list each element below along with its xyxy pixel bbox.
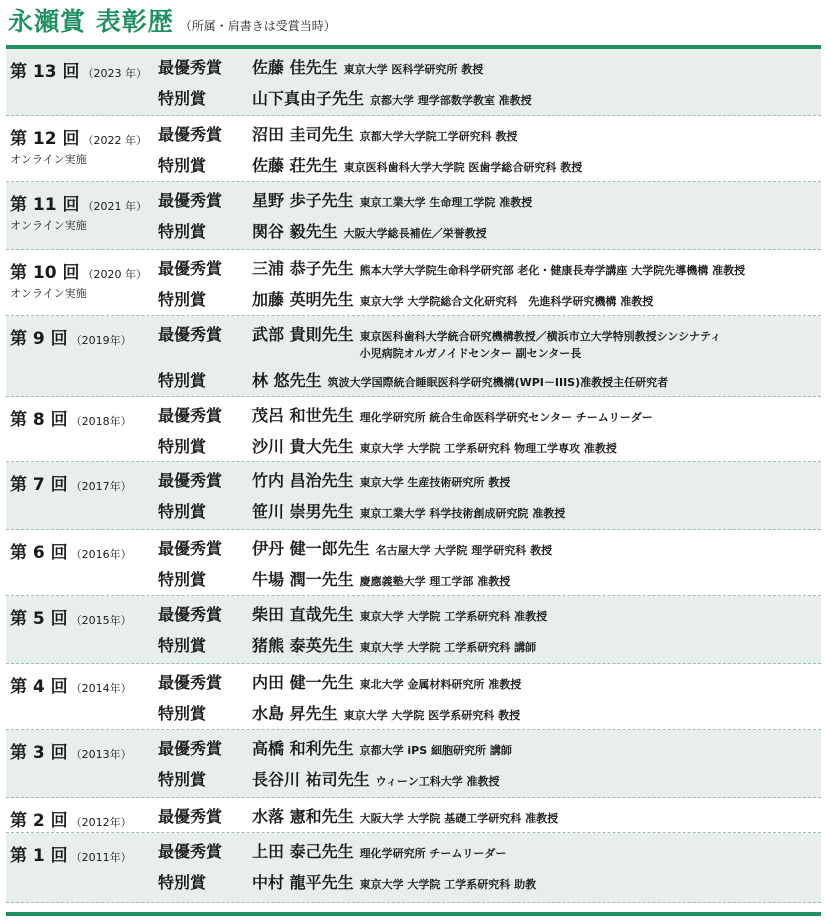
awardee-name: 佐藤 荘先生	[252, 156, 338, 175]
round-cell	[10, 57, 147, 82]
award-type: 最優秀賞	[158, 259, 223, 278]
award-type: 最優秀賞	[158, 539, 223, 558]
awardee-affiliation: 大阪大学総長補佐／栄誉教授	[343, 227, 487, 240]
award-list	[158, 49, 821, 111]
round-year: （2022 年）	[82, 134, 147, 147]
award-entry	[158, 281, 821, 312]
affiliation-note: （所属・肩書きは受賞当時）	[179, 19, 336, 33]
awardee-affiliation: 東京大学 医科学研究所 教授	[343, 63, 484, 76]
awardee-affiliation: 熊本大学大学院生命科学研究部 老化・健康長寿学講座 大学院先導機構 准教授	[359, 264, 746, 277]
round-year: （2014年）	[70, 682, 132, 695]
round-label: 第 12 回 （2022 年）	[10, 129, 147, 149]
awardee-affiliation: 東京大学 大学院 工学系研究科 講師	[359, 641, 537, 654]
awardee-name: 内田 健一先生	[252, 673, 354, 692]
awardee-affiliation: 筑波大学国際統合睡眠医科学研究機構(WPI－IIIS)准教授主任研究者	[327, 376, 669, 389]
awardee-name: 高橋 和利先生	[252, 739, 354, 758]
award-type: 最優秀賞	[158, 191, 223, 210]
award-history-table	[6, 49, 821, 903]
awardee-affiliation: 京都大学 iPS 細胞研究所 講師	[359, 744, 512, 757]
round-year: （2020 年）	[82, 268, 147, 281]
awardee-name: 林 悠先生	[252, 371, 322, 390]
award-list	[158, 462, 821, 524]
round-note: オンライン実施	[10, 153, 87, 166]
award-round-row	[6, 596, 821, 664]
award-list	[158, 250, 821, 312]
award-type: 特別賞	[158, 502, 207, 521]
award-round-row	[6, 49, 821, 116]
round-cell	[10, 405, 132, 430]
award-list	[158, 730, 821, 792]
round-note: オンライン実施	[10, 219, 87, 232]
award-type: 最優秀賞	[158, 471, 223, 490]
awardee-affiliation: 東京大学 大学院総合文化研究科 先進科学研究機構 准教授	[359, 295, 654, 308]
round-cell	[10, 190, 147, 233]
round-label: 第 13 回 （2023 年）	[10, 62, 147, 82]
round-label: 第 6 回 （2016年）	[10, 543, 132, 563]
round-cell	[10, 738, 132, 763]
award-type: 特別賞	[158, 371, 207, 390]
round-cell	[10, 124, 147, 167]
award-round-row	[6, 798, 821, 833]
awardee-affiliation: 東京工業大学 生命理工学院 准教授	[359, 196, 533, 209]
award-entry	[158, 833, 821, 864]
award-entry	[158, 80, 821, 111]
awardee-affiliation: 東京大学 大学院 工学系研究科 助教	[359, 878, 537, 891]
awardee-name: 佐藤 佳先生	[252, 58, 338, 77]
award-list	[158, 397, 821, 459]
award-entry	[158, 730, 821, 761]
award-type: 特別賞	[158, 89, 207, 108]
awardee-affiliation: 東京大学 大学院 工学系研究科 物理工学専攻 准教授	[359, 442, 617, 455]
award-entry	[158, 695, 821, 726]
awardee-name: 関谷 毅先生	[252, 222, 338, 241]
awardee-name: 茂呂 和世先生	[252, 406, 354, 425]
round-year: （2017年）	[70, 480, 132, 493]
award-entry	[158, 116, 821, 147]
round-cell	[10, 258, 147, 301]
awardee-name: 伊丹 健一郎先生	[252, 539, 370, 558]
awardee-name: 星野 歩子先生	[252, 191, 354, 210]
awardee-affiliation: 大阪大学 大学院 基礎工学研究科 准教授	[359, 812, 559, 825]
award-entry	[158, 49, 821, 80]
round-label: 第 2 回 （2012年）	[10, 811, 132, 831]
round-cell	[10, 324, 132, 349]
award-type: 最優秀賞	[158, 125, 223, 144]
award-list	[158, 530, 821, 592]
award-entry	[158, 462, 821, 493]
award-type: 特別賞	[158, 290, 207, 309]
awardee-name: 上田 泰己先生	[252, 842, 354, 861]
award-type: 特別賞	[158, 222, 207, 241]
awardee-affiliation: 慶應義塾大学 理工学部 准教授	[359, 575, 511, 588]
awardee-name: 中村 龍平先生	[252, 873, 354, 892]
award-list	[158, 316, 821, 393]
award-entry	[158, 147, 821, 178]
award-type: 特別賞	[158, 770, 207, 789]
awardee-name: 竹内 昌治先生	[252, 471, 354, 490]
round-cell	[10, 806, 132, 831]
award-entry	[158, 316, 821, 362]
awardee-name: 沙川 貴大先生	[252, 437, 354, 456]
award-type: 最優秀賞	[158, 605, 223, 624]
page-header	[8, 2, 336, 40]
award-type: 特別賞	[158, 570, 207, 589]
round-year: （2013年）	[70, 748, 132, 761]
round-year: （2019年）	[70, 334, 132, 347]
round-year: （2023 年）	[82, 67, 147, 80]
awardee-name: 沼田 圭司先生	[252, 125, 354, 144]
award-entry	[158, 213, 821, 244]
awardee-name: 笹川 崇男先生	[252, 502, 354, 521]
round-label: 第 4 回 （2014年）	[10, 677, 132, 697]
award-type: 最優秀賞	[158, 739, 223, 758]
awardee-name: 加藤 英明先生	[252, 290, 354, 309]
round-year: （2021 年）	[82, 200, 147, 213]
award-list	[158, 798, 821, 829]
awardee-name: 牛場 潤一先生	[252, 570, 354, 589]
award-type: 特別賞	[158, 636, 207, 655]
award-list	[158, 596, 821, 658]
awardee-affiliation: 東京大学 大学院 工学系研究科 准教授	[359, 610, 548, 623]
award-round-row	[6, 116, 821, 182]
award-round-row	[6, 250, 821, 316]
round-year: （2016年）	[70, 548, 132, 561]
award-list	[158, 833, 821, 895]
award-round-row	[6, 730, 821, 798]
awardee-name: 長谷川 祐司先生	[252, 770, 370, 789]
award-entry	[158, 397, 821, 428]
award-type: 特別賞	[158, 156, 207, 175]
award-entry	[158, 596, 821, 627]
award-entry	[158, 798, 821, 829]
award-round-row	[6, 664, 821, 730]
awardee-affiliation: 名古屋大学 大学院 理学研究科 教授	[375, 544, 553, 557]
award-round-row	[6, 833, 821, 903]
award-type: 特別賞	[158, 704, 207, 723]
awardee-affiliation: 京都大学 理学部数学教室 准教授	[370, 94, 532, 107]
award-list	[158, 116, 821, 178]
award-round-row	[6, 530, 821, 596]
award-entry	[158, 493, 821, 524]
award-type: 最優秀賞	[158, 58, 223, 77]
round-cell	[10, 470, 132, 495]
award-list	[158, 182, 821, 244]
bottom-divider	[6, 912, 821, 916]
award-list	[158, 664, 821, 726]
round-cell	[10, 538, 132, 563]
awardee-affiliation: 東北大学 金属材料研究所 准教授	[359, 678, 522, 691]
round-label: 第 7 回 （2017年）	[10, 475, 132, 495]
award-type: 最優秀賞	[158, 673, 223, 692]
award-type: 特別賞	[158, 873, 207, 892]
awardee-name: 猪熊 泰英先生	[252, 636, 354, 655]
awardee-affiliation: 東京医科歯科大学統合研究機構教授／横浜市立大学特別教授シンシナティ 小児病院オルガノイドセンター 副センター長	[359, 330, 722, 360]
page-title: 永瀬賞 表彰歴	[8, 7, 174, 36]
awardee-affiliation: 東京大学 生産技術研究所 教授	[359, 476, 511, 489]
award-entry	[158, 864, 821, 895]
awardee-name: 水島 昇先生	[252, 704, 338, 723]
award-entry	[158, 664, 821, 695]
award-round-row	[6, 462, 821, 530]
award-round-row	[6, 316, 821, 397]
awardee-affiliation: 理化学研究所 チームリーダー	[359, 847, 507, 860]
awardee-name: 山下真由子先生	[252, 89, 365, 108]
round-label: 第 10 回 （2020 年）	[10, 263, 147, 283]
awardee-name: 三浦 恭子先生	[252, 259, 354, 278]
award-type: 特別賞	[158, 437, 207, 456]
round-cell	[10, 841, 132, 866]
round-label: 第 3 回 （2013年）	[10, 743, 132, 763]
award-entry	[158, 530, 821, 561]
awardee-affiliation: 東京工業大学 科学技術創成研究院 准教授	[359, 507, 566, 520]
awardee-name: 武部 貴則先生	[252, 325, 354, 344]
award-entry	[158, 428, 821, 459]
award-round-row	[6, 182, 821, 250]
award-entry	[158, 182, 821, 213]
round-cell	[10, 604, 132, 629]
round-label: 第 9 回 （2019年）	[10, 329, 132, 349]
awardee-affiliation: 東京大学 大学院 医学系研究科 教授	[343, 709, 521, 722]
awardee-name: 柴田 直哉先生	[252, 605, 354, 624]
award-type: 最優秀賞	[158, 807, 223, 826]
awardee-affiliation: 理化学研究所 統合生命医科学研究センター チームリーダー	[359, 411, 653, 424]
awardee-affiliation: ウィーン工科大学 准教授	[375, 775, 500, 788]
round-year: （2011年）	[70, 851, 132, 864]
round-year: （2015年）	[70, 614, 132, 627]
round-year: （2018年）	[70, 415, 132, 428]
round-label: 第 11 回 （2021 年）	[10, 195, 147, 215]
round-cell	[10, 672, 132, 697]
award-entry	[158, 761, 821, 792]
awardee-affiliation: 京都大学大学院工学研究科 教授	[359, 130, 518, 143]
award-type: 最優秀賞	[158, 406, 223, 425]
round-label: 第 8 回 （2018年）	[10, 410, 132, 430]
round-year: （2012年）	[70, 816, 132, 829]
round-label: 第 5 回 （2015年）	[10, 609, 132, 629]
award-entry	[158, 627, 821, 658]
award-type: 最優秀賞	[158, 842, 223, 861]
award-type: 最優秀賞	[158, 325, 223, 344]
awardee-affiliation: 東京医科歯科大学大学院 医歯学総合研究科 教授	[343, 161, 583, 174]
award-entry	[158, 250, 821, 281]
awardee-name: 水落 憲和先生	[252, 807, 354, 826]
award-round-row	[6, 397, 821, 462]
round-label: 第 1 回 （2011年）	[10, 846, 132, 866]
award-entry	[158, 362, 821, 393]
award-entry	[158, 561, 821, 592]
round-note: オンライン実施	[10, 287, 87, 300]
